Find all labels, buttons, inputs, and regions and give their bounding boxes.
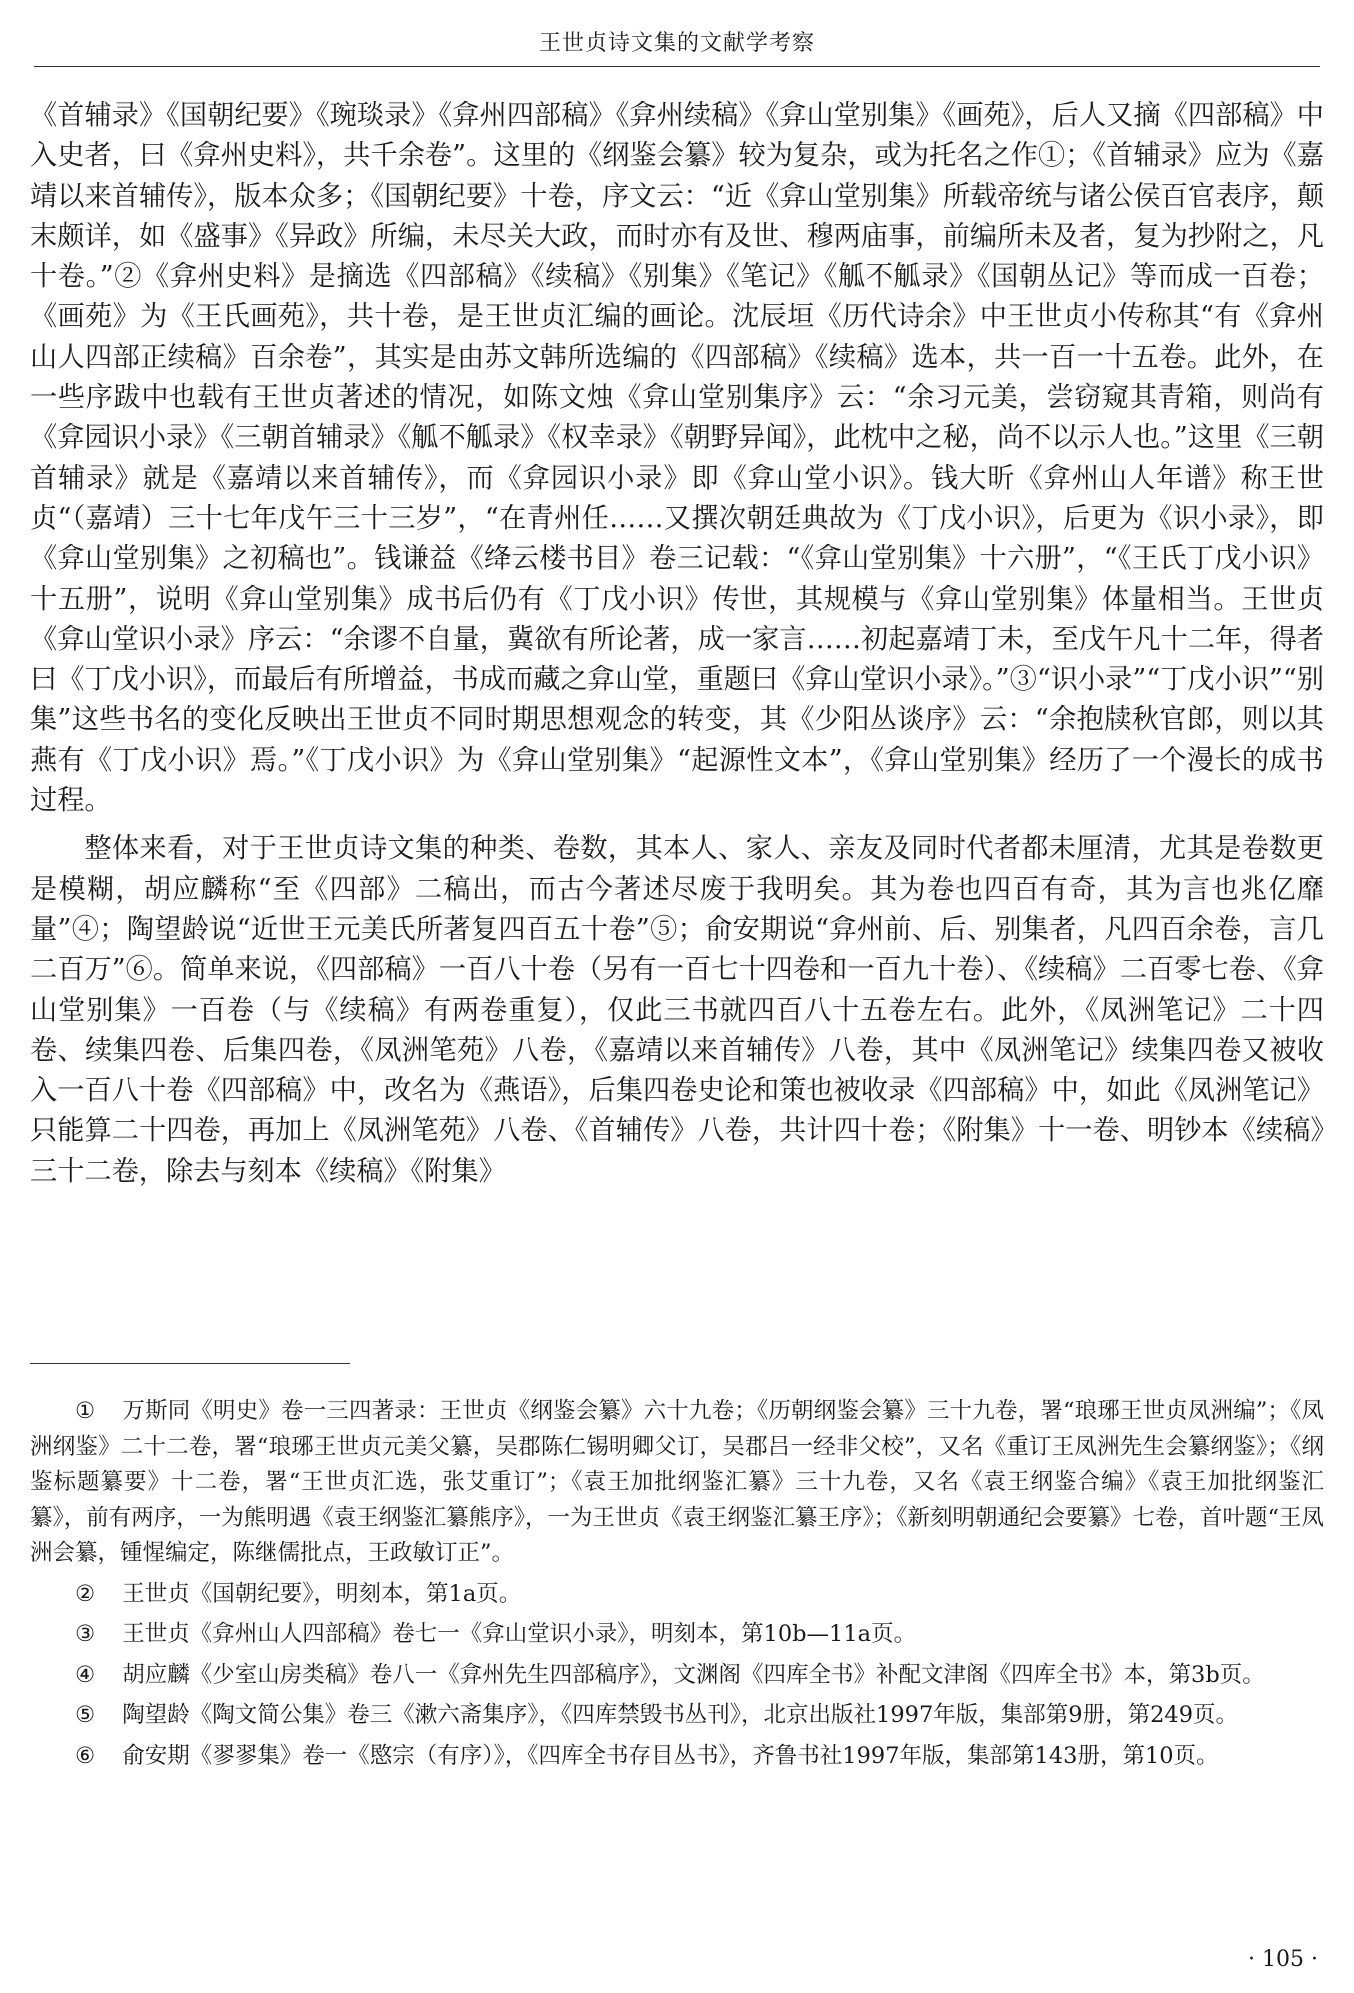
footnote-text: 万斯同《明史》卷一三四著录：王世贞《纲鉴会纂》六十九卷；《历朝纲鉴会纂》三十九卷，署“琅琊王世贞凤洲编”；《凤洲纲鉴》二十二卷，署“琅琊王世贞元美父纂，吴郡陈仁锡明卿父订，吴郡吕一经非父校”，又名《重订王凤洲先生会纂纲鉴》；《纲鉴标题纂要》十二卷，署“王世贞汇选，张艾重订”；《袁王加批纲鉴汇纂》三十九卷，又名《袁王纲鉴合编》《袁王加批纲鉴汇纂》，前有两序，一为熊明遇《袁王纲鉴汇纂熊序》，一为王世贞《袁王纲鉴汇纂王序》；《新刻明朝通纪会要纂》七卷，首叶题“王凤洲会纂，锺惺编定，陈继儒批点，王政敏订正”。 [30,1398,1325,1566]
main-body [30,96,1324,1192]
footnote-mark: ⑤ [75,1702,96,1728]
footnote-text: 胡应麟《少室山房类稿》卷八一《弇州先生四部稿序》，文渊阁《四库全书》补配文津阁《四库全书》本，第3b页。 [122,1661,1265,1688]
header-rule [34,66,1320,67]
footnotes [30,1394,1324,1779]
footnote-rule [30,1363,350,1364]
footnote-text: 俞安期《翏翏集》卷一《愍宗（有序）》，《四库全书存目丛书》，齐鲁书社1997年版，集部第143册，第10页。 [122,1742,1219,1769]
footnote-text: 陶望龄《陶文简公集》卷三《漱六斋集序》，《四库禁毁书丛刊》，北京出版社1997年版，集部第9册，第249页。 [122,1702,1239,1728]
footnote-4 [30,1658,1324,1694]
running-head-title: 王世贞诗文集的文献学考察 [538,31,815,56]
footnote-mark: ⑥ [75,1742,96,1769]
footnote-mark: ① [75,1398,96,1424]
footnote-mark: ② [75,1580,96,1607]
footnote-text: 王世贞《弇州山人四部稿》卷七一《弇山堂识小录》，明刻本，第10b—11a页。 [122,1621,917,1647]
footnote-6 [30,1739,1324,1775]
body-paragraph-2: 整体来看，对于王世贞诗文集的种类、卷数，其本人、家人、亲友及同时代者都未厘清，尤其是卷数更是模糊，胡应麟称“至《四部》二稿出，而古今著述尽废于我明矣。其为卷也四百有奇，其为言也兆亿靡量”④；陶望龄说“近世王元美氏所著复四百五十卷”⑤；俞安期说“弇州前、后、别集者，凡四百余卷，言几二百万”⑥。简单来说，《四部稿》一百八十卷（另有一百七十四卷和一百九十卷）、《续稿》二百零七卷、《弇山堂别集》一百卷（与《续稿》有两卷重复），仅此三书就四百八十五卷左右。此外，《凤洲笔记》二十四卷、续集四卷、后集四卷，《凤洲笔苑》八卷，《嘉靖以来首辅传》八卷，其中《凤洲笔记》续集四卷又被收入一百八十卷《四部稿》中，改名为《燕语》，后集四卷史论和策也被收录《四部稿》中，如此《凤洲笔记》只能算二十四卷，再加上《凤洲笔苑》八卷、《首辅传》八卷，共计四十卷；《附集》十一卷、明钞本《续稿》三十二卷，除去与刻本《续稿》《附集》 [30,833,1324,1187]
footnote-5 [30,1698,1324,1734]
page-number: · 105 · [1248,1947,1318,1972]
footnote-3 [30,1617,1324,1653]
footnote-mark: ④ [75,1661,96,1688]
body-paragraph-1: 《首辅录》《国朝纪要》《琬琰录》《弇州四部稿》《弇州续稿》《弇山堂别集》《画苑》，后人又摘《四部稿》中入史者，曰《弇州史料》，共千余卷”。这里的《纲鉴会纂》较为复杂，或为托名之作①；《首辅录》应为《嘉靖以来首辅传》，版本众多；《国朝纪要》十卷，序文云：“近《弇山堂别集》所载帝统与诸公侯百官表序，颠末颇详，如《盛事》《异政》所编，未尽关大政，而时亦有及世、穆两庙事，前编所未及者，复为抄附之，凡十卷。”②《弇州史料》是摘选《四部稿》《续稿》《别集》《笔记》《觚不觚录》《国朝丛记》等而成一百卷；《画苑》为《王氏画苑》，共十卷，是王世贞汇编的画论。沈辰垣《历代诗余》中王世贞小传称其“有《弇州山人四部正续稿》百余卷”，其实是由苏文韩所选编的《四部稿》《续稿》选本，共一百一十五卷。此外，在一些序跋中也载有王世贞著述的情况，如陈文烛《弇山堂别集序》云：“余习元美，尝窃窥其青箱，则尚有《弇园识小录》《三朝首辅录》《觚不觚录》《权幸录》《朝野异闻》，此枕中之秘，尚不以示人也。”这里《三朝首辅录》就是《嘉靖以来首辅传》，而《弇园识小录》即《弇山堂小识》。钱大昕《弇州山人年谱》称王世贞“（嘉靖）三十七年戊午三十三岁”，“在青州任……又撰次朝廷典故为《丁戊小识》，后更为《识小录》，即《弇山堂别集》之初稿也”。钱谦益《绛云楼书目》卷三记载：“《弇山堂别集》十六册”，“《王氏丁戊小识》十五册”，说明《弇山堂别集》成书后仍有《丁戊小识》传世，其规模与《弇山堂别集》体量相当。王世贞《弇山堂识小录》序云：“余谬不自量，冀欲有所论著，成一家言……初起嘉靖丁未，至戊午凡十二年，得者曰《丁戊小识》，而最后有所增益，书成而藏之弇山堂，重题曰《弇山堂识小录》。”③“识小录”“丁戊小识”“别集”这些书名的变化反映出王世贞不同时期思想观念的转变，其《少阳丛谈序》云：“余抱牍秋官郎，则以其燕有《丁戊小识》焉。”《丁戊小识》为《弇山堂别集》“起源性文本”，《弇山堂别集》经历了一个漫长的成书过程。 [30,100,1324,817]
footnote-1 [30,1394,1324,1572]
footnote-mark: ③ [75,1621,96,1647]
footnote-2 [30,1577,1324,1613]
footnote-text: 王世贞《国朝纪要》，明刻本，第1a页。 [122,1580,522,1607]
